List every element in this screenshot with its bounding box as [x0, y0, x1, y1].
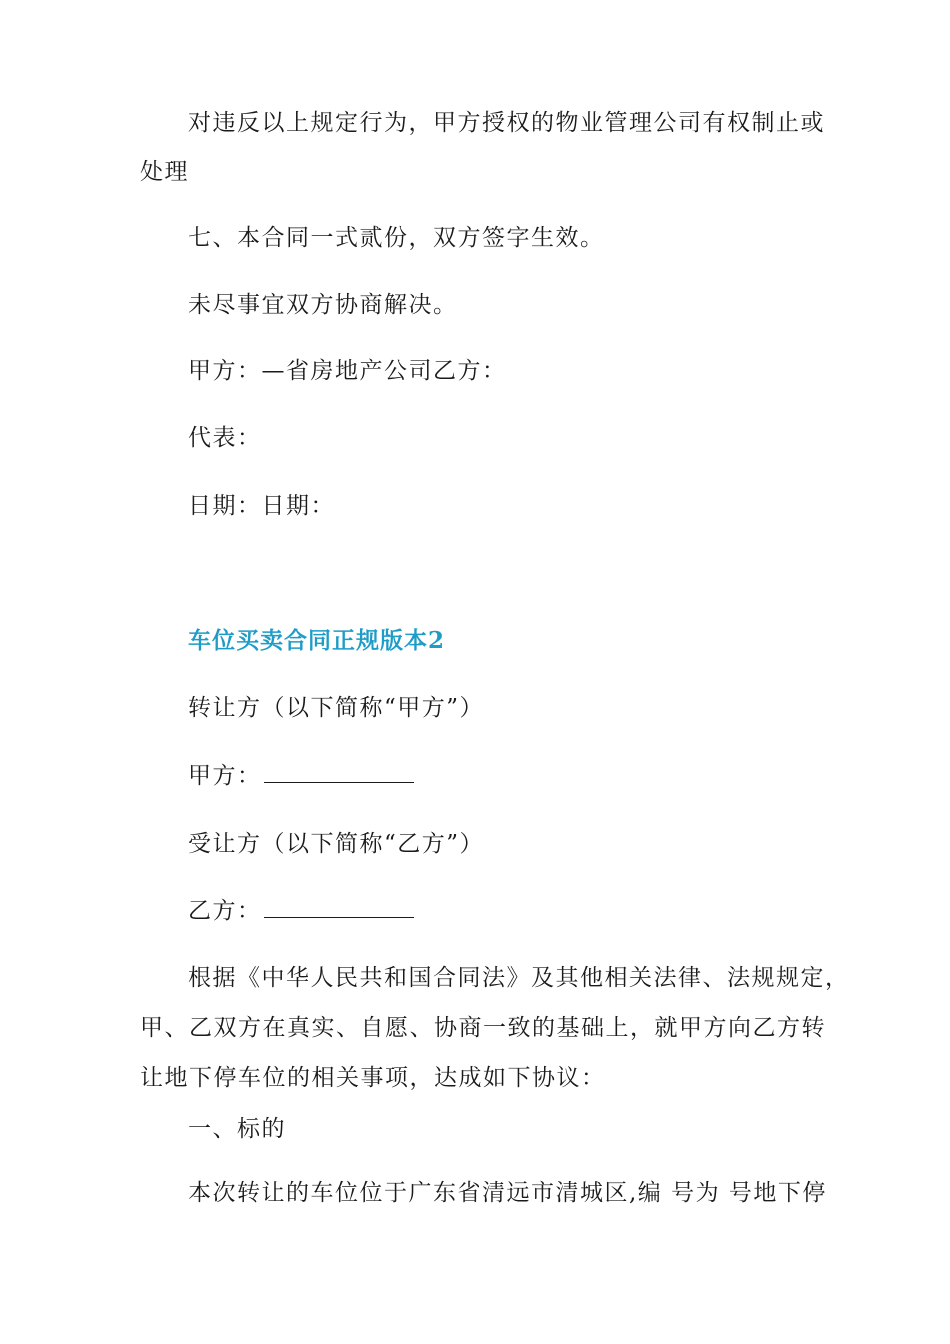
party-a-blank — [264, 762, 414, 783]
transferor-line: 转让方（以下简称“甲方”） — [188, 695, 485, 721]
party-b-line — [188, 896, 414, 926]
signing-parties: 甲方：—省房地产公司乙方： — [188, 358, 507, 384]
violation-paragraph-line2: 处理 — [140, 159, 189, 185]
clause-seven: 七、本合同一式贰份，双方签字生效。 — [188, 225, 605, 251]
party-b-blank — [264, 897, 414, 918]
contract-title: 车位买卖合同正规版本2 — [188, 627, 446, 654]
unresolved-matters: 未尽事宜双方协商解决。 — [188, 292, 458, 318]
preamble-line1: 根据《中华人民共和国合同法》及其他相关法律、法规规定， — [188, 965, 850, 991]
transferee-line: 受让方（以下简称“乙方”） — [188, 831, 485, 857]
representative-line: 代表： — [188, 425, 262, 451]
party-a-label: 甲方： — [188, 763, 262, 789]
clause-one-text: 本次转让的车位位于广东省清远市清城区,编 号为 号地下停 — [188, 1180, 827, 1206]
preamble-line2: 甲、乙双方在真实、自愿、协商一致的基础上，就甲方向乙方转 — [140, 1015, 826, 1041]
party-b-label: 乙方： — [188, 898, 262, 924]
clause-one-title: 一、标的 — [188, 1116, 286, 1142]
party-a-line — [188, 761, 414, 791]
dates-line: 日期：日期： — [188, 493, 335, 519]
violation-paragraph-line1: 对违反以上规定行为，甲方授权的物业管理公司有权制止或 — [188, 110, 825, 136]
preamble-line3: 让地下停车位的相关事项，达成如下协议： — [140, 1065, 606, 1091]
